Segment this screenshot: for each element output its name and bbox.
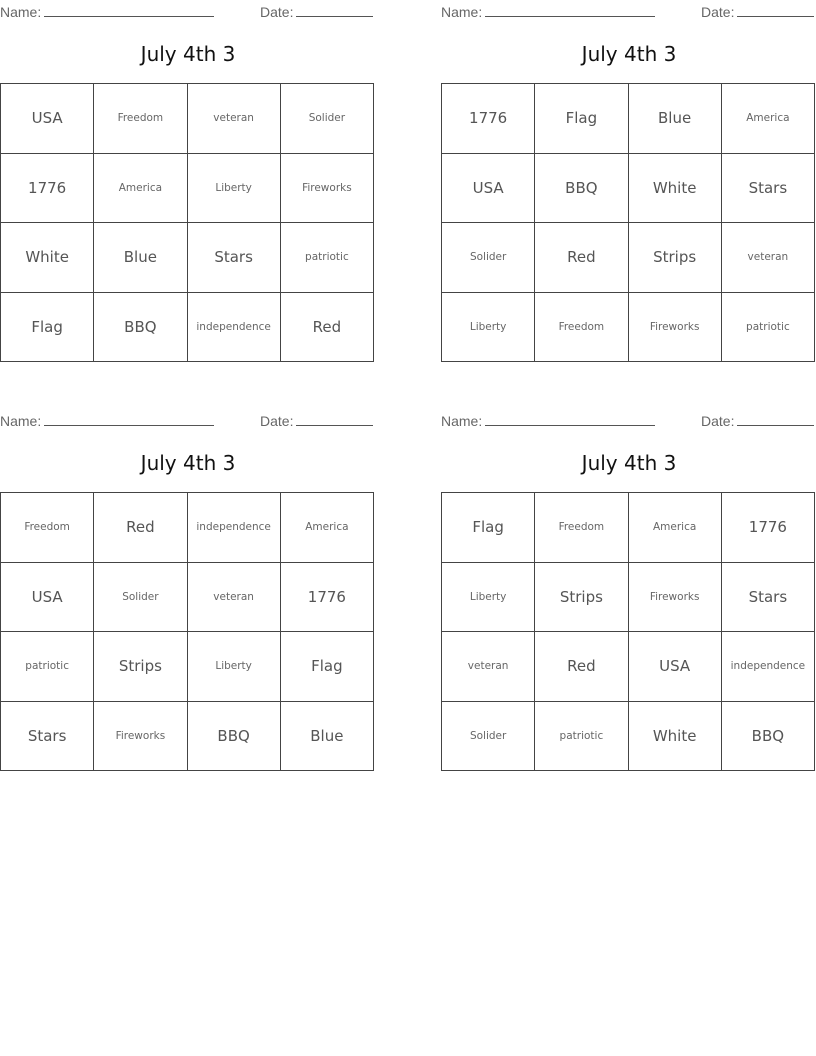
name-field[interactable]: [441, 3, 655, 20]
bingo-cell[interactable]: Fireworks: [629, 293, 722, 363]
bingo-cell[interactable]: independence: [722, 632, 815, 702]
date-field[interactable]: [701, 412, 814, 429]
bingo-grid: [441, 492, 815, 771]
date-blank-line: [737, 412, 814, 426]
bingo-card: [0, 409, 376, 789]
bingo-cell[interactable]: patriotic: [1, 632, 94, 702]
date-label: Date:: [260, 4, 294, 20]
bingo-cell[interactable]: Stars: [722, 563, 815, 633]
name-date-fields: [0, 412, 376, 430]
name-label: Name:: [0, 4, 42, 20]
bingo-cell[interactable]: Red: [535, 632, 628, 702]
bingo-cell[interactable]: Red: [281, 293, 374, 363]
bingo-cell[interactable]: Flag: [281, 632, 374, 702]
bingo-cell[interactable]: BBQ: [722, 702, 815, 772]
bingo-cell[interactable]: Flag: [535, 84, 628, 154]
bingo-cell[interactable]: Liberty: [442, 563, 535, 633]
bingo-cell[interactable]: Blue: [629, 84, 722, 154]
bingo-card: [0, 0, 376, 380]
bingo-cell[interactable]: White: [629, 154, 722, 224]
date-label: Date:: [701, 4, 735, 20]
bingo-cell[interactable]: America: [281, 493, 374, 563]
bingo-cell[interactable]: Fireworks: [94, 702, 187, 772]
bingo-cell[interactable]: USA: [1, 563, 94, 633]
bingo-cell[interactable]: Fireworks: [281, 154, 374, 224]
card-title: July 4th 3: [581, 451, 677, 475]
bingo-cell[interactable]: Red: [535, 223, 628, 293]
name-blank-line: [485, 3, 655, 17]
bingo-grid: [0, 83, 374, 362]
bingo-cell[interactable]: Stars: [1, 702, 94, 772]
bingo-cell[interactable]: 1776: [281, 563, 374, 633]
bingo-cell[interactable]: BBQ: [188, 702, 281, 772]
bingo-cell[interactable]: America: [94, 154, 187, 224]
bingo-cell[interactable]: patriotic: [535, 702, 628, 772]
date-field[interactable]: [260, 412, 373, 429]
date-blank-line: [296, 3, 373, 17]
bingo-cell[interactable]: veteran: [722, 223, 815, 293]
name-label: Name:: [441, 413, 483, 429]
card-title: July 4th 3: [581, 42, 677, 66]
bingo-cell[interactable]: patriotic: [281, 223, 374, 293]
bingo-cell[interactable]: Freedom: [94, 84, 187, 154]
bingo-cell[interactable]: 1776: [442, 84, 535, 154]
name-label: Name:: [0, 413, 42, 429]
bingo-cell[interactable]: America: [629, 493, 722, 563]
bingo-cell[interactable]: 1776: [1, 154, 94, 224]
bingo-cell[interactable]: Freedom: [1, 493, 94, 563]
bingo-cell[interactable]: USA: [629, 632, 722, 702]
bingo-cell[interactable]: Stars: [188, 223, 281, 293]
bingo-grid: [441, 83, 815, 362]
bingo-cell[interactable]: Flag: [1, 293, 94, 363]
name-blank-line: [485, 412, 655, 426]
bingo-cell[interactable]: Red: [94, 493, 187, 563]
bingo-cell[interactable]: independence: [188, 293, 281, 363]
bingo-cell[interactable]: Stars: [722, 154, 815, 224]
bingo-cell[interactable]: Strips: [94, 632, 187, 702]
bingo-cell[interactable]: Freedom: [535, 293, 628, 363]
bingo-cell[interactable]: Solider: [442, 223, 535, 293]
bingo-card: [441, 409, 816, 789]
card-title: July 4th 3: [140, 42, 236, 66]
bingo-cell[interactable]: USA: [442, 154, 535, 224]
bingo-cell[interactable]: White: [1, 223, 94, 293]
card-title: July 4th 3: [140, 451, 236, 475]
name-blank-line: [44, 412, 214, 426]
bingo-cell[interactable]: Solider: [442, 702, 535, 772]
date-label: Date:: [701, 413, 735, 429]
name-blank-line: [44, 3, 214, 17]
name-label: Name:: [441, 4, 483, 20]
bingo-cell[interactable]: veteran: [442, 632, 535, 702]
name-date-fields: [441, 3, 816, 21]
date-field[interactable]: [701, 3, 814, 20]
name-date-fields: [0, 3, 376, 21]
bingo-cell[interactable]: Blue: [281, 702, 374, 772]
date-blank-line: [296, 412, 373, 426]
bingo-cell[interactable]: Flag: [442, 493, 535, 563]
bingo-cell[interactable]: Strips: [535, 563, 628, 633]
date-label: Date:: [260, 413, 294, 429]
bingo-cell[interactable]: Solider: [94, 563, 187, 633]
bingo-cell[interactable]: Liberty: [188, 632, 281, 702]
name-field[interactable]: [441, 412, 655, 429]
date-blank-line: [737, 3, 814, 17]
bingo-cell[interactable]: America: [722, 84, 815, 154]
bingo-cell[interactable]: patriotic: [722, 293, 815, 363]
bingo-cell[interactable]: Liberty: [442, 293, 535, 363]
bingo-cell[interactable]: veteran: [188, 563, 281, 633]
bingo-cell[interactable]: Fireworks: [629, 563, 722, 633]
bingo-card: [441, 0, 816, 380]
name-field[interactable]: [0, 3, 214, 20]
bingo-cell[interactable]: USA: [1, 84, 94, 154]
bingo-cell[interactable]: BBQ: [535, 154, 628, 224]
name-date-fields: [441, 412, 816, 430]
bingo-cell[interactable]: independence: [188, 493, 281, 563]
bingo-cell[interactable]: veteran: [188, 84, 281, 154]
name-field[interactable]: [0, 412, 214, 429]
bingo-cell[interactable]: Solider: [281, 84, 374, 154]
bingo-cell[interactable]: 1776: [722, 493, 815, 563]
bingo-cell[interactable]: BBQ: [94, 293, 187, 363]
bingo-cell[interactable]: Freedom: [535, 493, 628, 563]
date-field[interactable]: [260, 3, 373, 20]
bingo-grid: [0, 492, 374, 771]
bingo-cell[interactable]: Liberty: [188, 154, 281, 224]
bingo-cell[interactable]: Blue: [94, 223, 187, 293]
bingo-cell[interactable]: Strips: [629, 223, 722, 293]
bingo-cell[interactable]: White: [629, 702, 722, 772]
